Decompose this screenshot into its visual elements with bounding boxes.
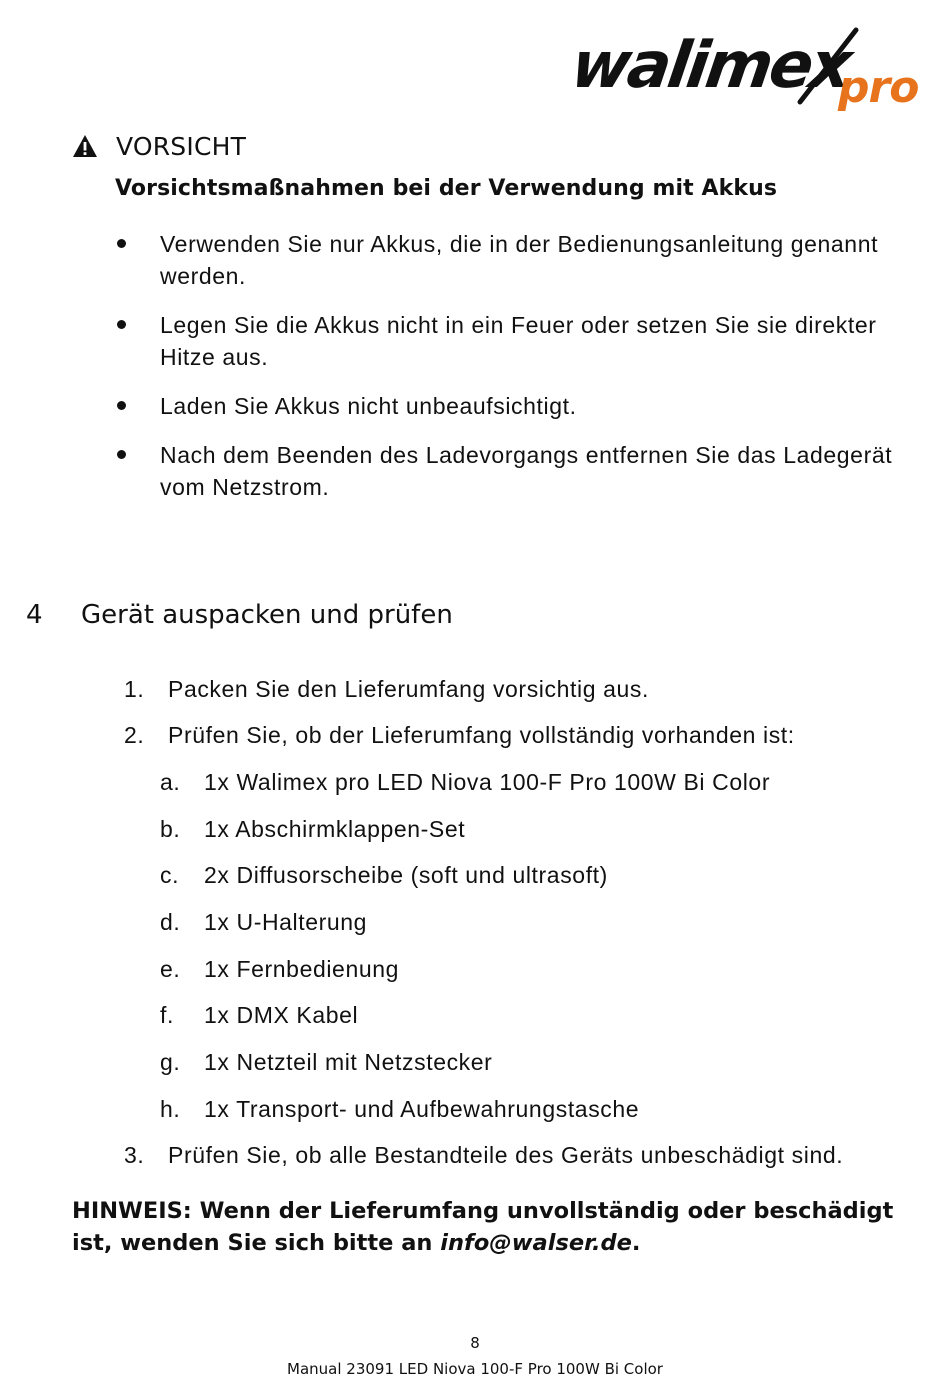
section-heading (26, 600, 453, 630)
item-letter: e. (160, 955, 181, 982)
step-text: Prüfen Sie, ob alle Bestandteile des Geräts unbeschädigt sind. (168, 1142, 844, 1169)
list-item (160, 992, 924, 1039)
caution-title: VORSICHT (116, 131, 247, 161)
note-end: . (631, 1230, 641, 1256)
step-number: 2. (124, 722, 145, 749)
list-item (160, 946, 924, 993)
note-paragraph (72, 1195, 922, 1259)
list-item (115, 390, 905, 422)
contents-list (124, 759, 924, 1133)
bullet-text: Legen Sie die Akkus nicht in ein Feuer oder setzen Sie sie direkter Hitze aus. (160, 312, 877, 370)
support-email: info@walser.de (440, 1230, 632, 1256)
item-text: 1x Abschirmklappen-Set (204, 815, 466, 842)
item-letter: b. (160, 815, 181, 842)
section-number: 4 (26, 600, 43, 630)
section-title: Gerät auspacken und prüfen (81, 600, 453, 630)
step-number: 1. (124, 675, 145, 702)
page-number: 8 (470, 1334, 480, 1352)
bullet-text: Verwenden Sie nur Akkus, die in der Bedienungsanleitung genannt werden. (160, 231, 879, 289)
caution-subtitle: Vorsichtsmaßnahmen bei der Verwendung mit Akkus (115, 176, 778, 201)
list-item (115, 439, 905, 503)
step-item (124, 666, 924, 713)
item-letter: h. (160, 1095, 181, 1122)
list-item (160, 1086, 924, 1133)
footer-text: Manual 23091 LED Niova 100-F Pro 100W Bi Color (287, 1360, 663, 1378)
list-item (115, 309, 905, 373)
item-letter: g. (160, 1048, 181, 1075)
step-item (124, 713, 924, 1133)
logo-wordmark: walimex (566, 29, 854, 103)
caution-bullet-list (115, 228, 905, 520)
list-item (160, 1039, 924, 1086)
item-text: 1x U-Halterung (204, 908, 368, 935)
item-letter: c. (160, 862, 180, 889)
bullet-icon (117, 450, 126, 459)
bullet-icon (117, 239, 126, 248)
step-text: Packen Sie den Lieferumfang vorsichtig aus. (168, 675, 649, 702)
bullet-text: Laden Sie Akkus nicht unbeaufsichtigt. (160, 393, 577, 419)
list-item (160, 806, 924, 853)
logo-pro: pro (838, 62, 919, 113)
item-text: 1x Netzteil mit Netzstecker (204, 1048, 493, 1075)
bullet-text: Nach dem Beenden des Ladevorgangs entfernen Sie das Ladegerät vom Netzstrom. (160, 442, 893, 500)
walimex-pro-logo (568, 22, 928, 112)
item-text: 1x DMX Kabel (204, 1002, 359, 1029)
note-text: HINWEIS: Wenn der Lieferumfang unvollständig oder beschädigt ist, wenden Sie sich bitte an (72, 1198, 894, 1256)
item-letter: d. (160, 908, 181, 935)
caution-header (72, 128, 246, 164)
item-text: 1x Walimex pro LED Niova 100-F Pro 100W Bi Color (204, 768, 771, 795)
warning-triangle-icon (72, 134, 98, 158)
step-number: 3. (124, 1142, 145, 1169)
steps-list (124, 666, 924, 1179)
list-item (160, 899, 924, 946)
item-text: 2x Diffusorscheibe (soft und ultrasoft) (204, 862, 608, 889)
list-item (115, 228, 905, 292)
item-letter: f. (160, 1002, 174, 1029)
bullet-icon (117, 320, 126, 329)
list-item (160, 852, 924, 899)
item-text: 1x Fernbedienung (204, 955, 400, 982)
item-text: 1x Transport- und Aufbewahrungstasche (204, 1095, 640, 1122)
item-letter: a. (160, 768, 181, 795)
list-item (160, 759, 924, 806)
step-text: Prüfen Sie, ob der Lieferumfang vollständig vorhanden ist: (168, 722, 795, 749)
step-item (124, 1133, 924, 1180)
bullet-icon (117, 401, 126, 410)
